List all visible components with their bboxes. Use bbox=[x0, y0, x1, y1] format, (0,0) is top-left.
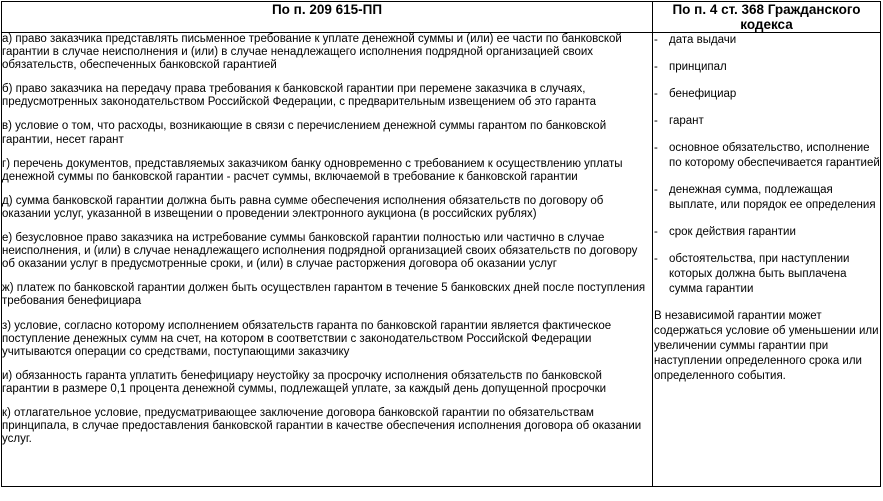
content-row bbox=[2, 33, 881, 487]
header-left: По п. 209 615-ПП bbox=[2, 2, 653, 33]
bullet-text: обстоятельства, при наступлении которых должна быть выплачена сумма гарантии bbox=[669, 253, 850, 295]
bullet-text: бенефициар bbox=[669, 88, 737, 100]
list-item: б) право заказчика на передачу права требования к банковской гарантии при перемене заказчика в случаях, предусмотренных законодательством Российской Федерации, с предварительным извещением об это гаранта bbox=[2, 83, 597, 109]
left-column bbox=[2, 33, 653, 487]
independent-guarantee-note: В независимой гарантии может содержаться условие об уменьшении или увеличении суммы гарантии при наступлении определенного срока или определенного события. bbox=[654, 310, 879, 382]
bullet-marker: - bbox=[654, 226, 658, 238]
bullet-marker: - bbox=[654, 184, 658, 196]
bullet-item bbox=[653, 141, 880, 171]
right-column bbox=[653, 33, 881, 487]
list-item: в) условие о том, что расходы, возникающие в связи с перечислением денежной суммы гарантом по банковской гарантии, несет гарант bbox=[2, 120, 607, 146]
bullet-text: гарант bbox=[669, 115, 704, 127]
list-item: а) право заказчика представлять письменное требование к уплате денежной суммы и (или) ее части по банковской гарантии в случае неисполнения и (или) в случае ненадлежащего исполнения подрядной организацией своих обязательств, обеспеченных банковской гарантией bbox=[2, 33, 622, 72]
bullet-item bbox=[653, 114, 880, 129]
bullet-item bbox=[653, 60, 880, 75]
bullet-text: основное обязательство, исполнение по которому обеспечивается гарантией bbox=[669, 142, 880, 169]
bullet-item bbox=[653, 183, 880, 213]
bullet-item bbox=[653, 33, 880, 48]
comparison-table bbox=[1, 1, 881, 487]
list-item: г) перечень документов, представляемых заказчиком банку одновременно с требованием к осуществлению уплаты денежной суммы по банковской гарантии - расчет суммы, включаемой в требование к банковской гарантии bbox=[2, 157, 623, 183]
list-item: и) обязанность гаранта уплатить бенефициару неустойку за просрочку исполнения обязательств по банковской гарантии в размере 0,1 процента денежной суммы, подлежащей уплате, за каждый день допущенной просрочки bbox=[2, 369, 607, 395]
bullet-marker: - bbox=[654, 115, 658, 127]
bullet-text: принципал bbox=[669, 61, 727, 73]
header-right: По п. 4 ст. 368 Гражданского кодекса bbox=[653, 2, 881, 33]
bullet-marker: - bbox=[654, 142, 658, 154]
list-item: к) отлагательное условие, предусматривающее заключение договора банковской гарантии по обязательствам принципала, в случае предоставления банковской гарантии в качестве обеспечения исполнения договора об оказании услуг. bbox=[2, 406, 642, 446]
bullet-text: дата выдачи bbox=[669, 34, 737, 46]
list-item: ж) платеж по банковской гарантии должен быть осуществлен гарантом в течение 5 банковских дней после поступления требования бенефициара bbox=[2, 282, 646, 308]
bullet-marker: - bbox=[654, 253, 658, 265]
bullet-text: денежная сумма, подлежащая выплате, или порядок ее определения bbox=[669, 184, 876, 211]
bullet-item bbox=[653, 252, 880, 297]
bullet-marker: - bbox=[654, 34, 658, 46]
bullet-marker: - bbox=[654, 61, 658, 73]
bullet-list bbox=[653, 33, 880, 297]
bullet-text: срок действия гарантии bbox=[669, 226, 796, 238]
bullet-item bbox=[653, 225, 880, 240]
list-item: з) условие, согласно которому исполнением обязательств гаранта по банковской гарантии является фактическое поступление денежных сумм на счет, на котором в соответствии с законодательством Российской Федерации учитываются операции со средствами, поступающими заказчику bbox=[2, 319, 612, 358]
bullet-marker: - bbox=[654, 88, 658, 100]
header-row bbox=[2, 2, 881, 33]
list-item: д) сумма банковской гарантии должна быть равна сумме обеспечения исполнения обязательств по договору об оказании услуг, указанной в извещении о проведении электронного аукциона (в российских рублях) bbox=[2, 194, 604, 220]
list-item: е) безусловное право заказчика на истребование суммы банковской гарантии полностью или частично в случае неисполнения, и (или) в случае ненадлежащего исполнения подрядной организацией своих обязательств по договору об оказании услуг в предусмотренные сроки, и (или) в случае расторжения договора об оказании услуг bbox=[2, 232, 638, 271]
bullet-item bbox=[653, 87, 880, 102]
